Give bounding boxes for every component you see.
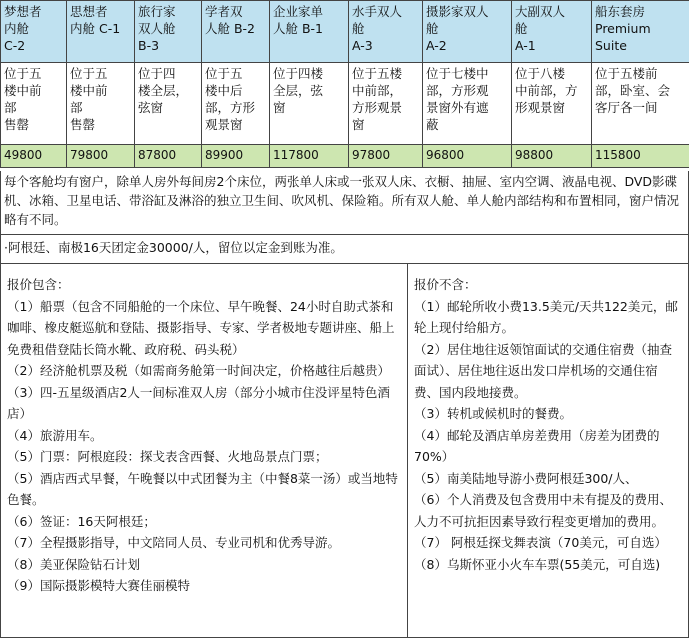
cabin-desc-cell: 位于五 楼中后 部，方形 观景窗 bbox=[202, 63, 270, 145]
cabin-desc-cell: 位于五 楼中前 部 售罄 bbox=[1, 63, 67, 145]
excluded-section bbox=[408, 264, 688, 637]
included-item: （3）四-五星级酒店2人一间标准双人房（部分小城市住没评星特色酒店） bbox=[7, 384, 390, 421]
excluded-item: （4）邮轮及酒店单房差费用（房差为团费的70%） bbox=[414, 427, 660, 464]
excluded-item: （8）乌斯怀亚小火车车票(55美元，可自选) bbox=[414, 556, 661, 572]
excluded-item: （6）个人消费及包含费用中未有提及的费用、人力不可抗拒因素导致行程变更增加的费用。 bbox=[414, 492, 672, 529]
excluded-item: （1）邮轮所收小费13.5美元/天共122美元，邮轮上现付给船方。 bbox=[414, 298, 678, 335]
included-item: （7）全程摄影指导，中文陪同人员、专业司机和优秀导游。 bbox=[7, 535, 340, 550]
excluded-item: （3）转机或候机时的餐费。 bbox=[414, 406, 572, 421]
cabin-name-cell: 大副双人 舱 A-1 bbox=[512, 1, 592, 63]
included-section bbox=[1, 264, 408, 637]
cabin-price-cell: 49800 bbox=[1, 145, 67, 168]
included-item: （9）国际摄影模特大赛佳丽模特 bbox=[7, 578, 190, 593]
cabin-desc-cell: 位于五楼前 部，卧室、会 客厅各一间 bbox=[592, 63, 689, 145]
cabin-name-cell: 企业家单 人舱 B-1 bbox=[270, 1, 349, 63]
cabin-desc-cell: 位于五楼 中前部， 方形观景 窗 bbox=[349, 63, 423, 145]
price-terms bbox=[0, 264, 689, 638]
cabin-price-cell: 89900 bbox=[202, 145, 270, 168]
cabin-desc-cell: 位于四楼 全层，弦 窗 bbox=[270, 63, 349, 145]
cabin-desc-cell: 位于七楼中 部，方形观 景窗外有遮 蔽 bbox=[423, 63, 512, 145]
cabin-name-cell: 梦想者 内舱 C-2 bbox=[1, 1, 67, 63]
included-item: （5）酒店西式早餐，午晚餐以中式团餐为主（中餐8菜一汤）或当地特色餐。 bbox=[7, 470, 398, 507]
cabin-name-cell: 水手双人 舱 A-3 bbox=[349, 1, 423, 63]
cabin-name-cell: 船东套房 Premium Suite bbox=[592, 1, 689, 63]
excluded-item: （7） 阿根廷探戈舞表演（70美元，可自选） bbox=[414, 535, 667, 550]
cabin-price-cell: 97800 bbox=[349, 145, 423, 168]
excluded-item: （5）南美陆地导游小费阿根廷300/人、 bbox=[414, 470, 638, 486]
included-item: （4）旅游用车。 bbox=[7, 427, 103, 443]
deposit-note: ·阿根廷、南极16天团定金30000/人，留位以定金到账为准。 bbox=[0, 235, 689, 264]
included-item: （5）门票：阿根庭段：探戈表含西餐、火地岛景点门票； bbox=[7, 449, 328, 464]
cabin-name-cell: 思想者 内舱 C-1 bbox=[67, 1, 135, 63]
cabin-price-cell: 98800 bbox=[512, 145, 592, 168]
included-item: （8）美亚保险钻石计划 bbox=[7, 556, 140, 572]
included-item: （1）船票（包含不同船舱的一个床位、早午晚餐、24小时自助式茶和咖啡、橡皮艇巡航和登陆、摄影指导、专家、学者极地专题讲座、船上免费租借登陆长筒水靴、政府税、码头税） bbox=[7, 298, 395, 357]
cabin-note: 每个客舱均有窗户，除单人房外每间房2个床位，两张单人床或一张双人床、衣橱、抽屉、室内空调、液晶电视、DVD影碟机、冰箱、卫星电话、带浴缸及淋浴的独立卫生间、吹风机、保险箱。所有双人舱、单人舱内部结构和布置相同，窗户情况略有不同。 bbox=[0, 171, 689, 235]
cabin-price-cell: 96800 bbox=[423, 145, 512, 168]
cabin-desc-cell: 位于四 楼全层， 弦窗 bbox=[135, 63, 202, 145]
cabin-desc-cell: 位于八楼 中前部，方 形观景窗 bbox=[512, 63, 592, 145]
cabin-price-cell: 117800 bbox=[270, 145, 349, 168]
cabin-price-row bbox=[1, 145, 689, 168]
cabin-price-cell: 79800 bbox=[67, 145, 135, 168]
cabin-price-cell: 115800 bbox=[592, 145, 689, 168]
cabin-name-cell: 摄影家双人 舱 A-2 bbox=[423, 1, 512, 63]
included-item: （6）签证：16天阿根廷； bbox=[7, 513, 156, 529]
included-title: 报价包含： bbox=[7, 277, 70, 292]
cabin-price-table bbox=[0, 0, 689, 168]
cabin-name-cell: 旅行家 双人舱 B-3 bbox=[135, 1, 202, 63]
excluded-item: （2）居住地往返领馆面试的交通住宿费（抽查面试）、居住地往返出发口岸机场的交通住宿费、国内段地接费。 bbox=[414, 341, 672, 400]
cabin-name-cell: 学者双 人舱 B-2 bbox=[202, 1, 270, 63]
cabin-desc-cell: 位于五 楼中前 部 售罄 bbox=[67, 63, 135, 145]
included-item: （2）经济舱机票及税（如需商务舱第一时间决定，价格越往后越贵） bbox=[7, 363, 390, 378]
cabin-desc-row bbox=[1, 63, 689, 145]
cabin-name-row bbox=[1, 1, 689, 63]
excluded-title: 报价不含： bbox=[414, 277, 477, 292]
cabin-price-cell: 87800 bbox=[135, 145, 202, 168]
